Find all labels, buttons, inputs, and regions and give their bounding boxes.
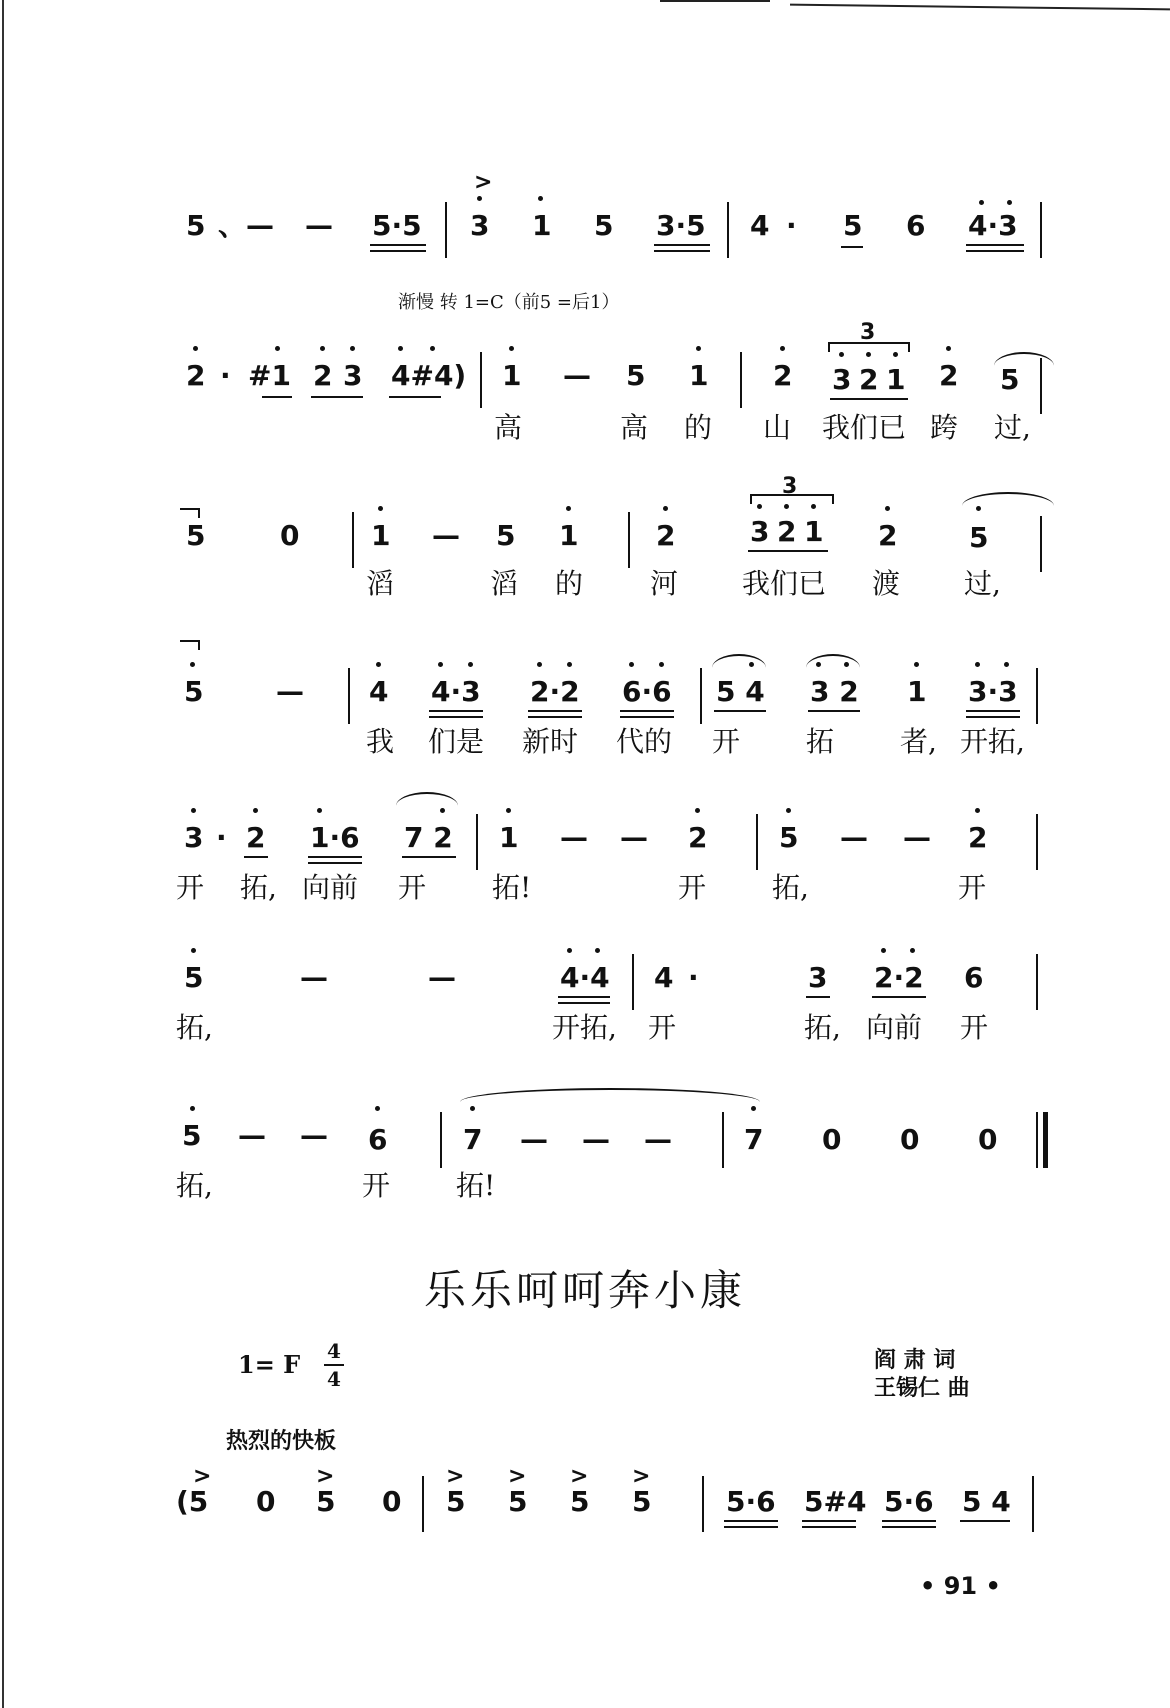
dot-extension: ·	[688, 961, 699, 994]
dash: —	[644, 1123, 672, 1156]
lyric: 新时	[522, 725, 579, 758]
underline	[882, 1520, 936, 1522]
underline	[654, 250, 710, 252]
barline	[722, 1112, 724, 1168]
note: 5	[843, 209, 863, 242]
barline	[352, 512, 354, 568]
underline	[429, 716, 483, 718]
dash: —	[840, 821, 868, 854]
barline	[1040, 358, 1042, 414]
note: 4·4	[560, 961, 610, 994]
octave-dot	[910, 948, 915, 953]
underline	[402, 856, 456, 858]
lyric: 拓!	[456, 1169, 496, 1202]
octave-dot	[816, 662, 821, 667]
note: #1	[248, 359, 291, 392]
note: 1·6	[310, 821, 360, 854]
octave-dot	[696, 346, 701, 351]
dash: —	[563, 359, 591, 392]
lyric: 过,	[994, 411, 1031, 444]
octave-dot	[946, 346, 951, 351]
lyric: 拓,	[176, 1011, 213, 1044]
scan-edge	[2, 0, 4, 1708]
accent-mark: >	[570, 1464, 589, 1489]
lyric: 们是	[428, 725, 485, 758]
note: 1	[804, 515, 824, 548]
note: 5	[446, 1485, 466, 1518]
barline	[1036, 668, 1038, 724]
note: 7 2	[404, 821, 453, 854]
note: 5	[632, 1485, 652, 1518]
note: 5	[182, 1119, 202, 1152]
dash: —	[560, 821, 588, 854]
octave-dot	[629, 662, 634, 667]
octave-dot	[538, 196, 543, 201]
dash: —	[276, 675, 304, 708]
octave-dot	[537, 662, 542, 667]
octave-dot	[659, 662, 664, 667]
octave-dot	[567, 948, 572, 953]
accent-mark: >	[446, 1464, 465, 1489]
lyric: 拓	[806, 725, 835, 758]
key-label: 1= F	[238, 1350, 301, 1379]
rest: 0	[382, 1485, 402, 1518]
underline	[389, 396, 441, 398]
octave-dot	[398, 346, 403, 351]
song-title: 乐乐呵呵奔小康	[423, 1266, 746, 1315]
barline	[1036, 1112, 1038, 1168]
note: 2	[777, 515, 797, 548]
note: 5	[594, 209, 614, 242]
note: 5	[1000, 363, 1020, 396]
note: 6	[368, 1123, 388, 1156]
octave-dot	[566, 506, 571, 511]
note: 6	[964, 961, 984, 994]
scan-rule	[660, 0, 770, 2]
octave-dot	[811, 504, 816, 509]
lyric: 拓,	[240, 871, 277, 904]
octave-dot	[1004, 662, 1009, 667]
underline	[429, 710, 483, 712]
octave-dot	[979, 200, 984, 205]
scan-rule	[790, 4, 1170, 11]
note: 2	[859, 363, 879, 396]
time-signature-numerator: 4	[327, 1339, 341, 1363]
octave-dot	[595, 948, 600, 953]
underline	[966, 710, 1020, 712]
underline	[882, 1526, 936, 1528]
barline	[727, 202, 729, 258]
note: 5 4	[716, 675, 765, 708]
note: 1	[559, 519, 579, 552]
lyric: 开	[648, 1011, 677, 1044]
underline	[966, 244, 1024, 246]
octave-dot	[506, 808, 511, 813]
octave-dot	[786, 808, 791, 813]
underline	[528, 716, 582, 718]
note: 5 4	[962, 1485, 1011, 1518]
accent-mark: >	[632, 1464, 651, 1489]
note: 4	[369, 675, 389, 708]
lyric: 开拓,	[552, 1011, 617, 1044]
note: 5	[626, 359, 646, 392]
note: 5	[184, 961, 204, 994]
lyric: 开	[712, 725, 741, 758]
lyric: 开拓,	[960, 725, 1025, 758]
octave-dot	[1007, 200, 1012, 205]
accent-mark: >	[508, 1464, 527, 1489]
note: 3	[343, 359, 363, 392]
lyric: 开	[362, 1169, 391, 1202]
dot-extension: ·	[786, 209, 797, 242]
note: 5	[496, 519, 516, 552]
note: 3·5	[656, 209, 706, 242]
octave-dot	[975, 808, 980, 813]
barline	[480, 352, 482, 408]
octave-dot	[784, 504, 789, 509]
underline	[244, 856, 268, 858]
octave-dot	[440, 808, 445, 813]
underline	[802, 1520, 856, 1522]
underline	[714, 710, 766, 712]
barline	[348, 668, 350, 724]
note: 4	[654, 961, 674, 994]
lyric: 高	[494, 411, 523, 444]
dash: —	[620, 821, 648, 854]
octave-dot	[751, 1106, 756, 1111]
note: 3 2	[810, 675, 859, 708]
lyric: 我们已	[742, 567, 827, 600]
note: 1	[371, 519, 391, 552]
underline	[308, 856, 362, 858]
lyricist-credit: 阎 肃 词	[874, 1347, 956, 1373]
underline	[841, 246, 863, 248]
octave-dot	[468, 662, 473, 667]
dash: 、—	[218, 209, 275, 242]
note: 5·6	[884, 1485, 934, 1518]
octave-dot	[253, 808, 258, 813]
lyric: 山	[763, 411, 792, 444]
octave-dot	[317, 808, 322, 813]
lyric: 开	[960, 1011, 989, 1044]
note: 5·6	[726, 1485, 776, 1518]
barline	[440, 1112, 442, 1168]
octave-dot	[695, 808, 700, 813]
lyric: 开	[176, 871, 205, 904]
note: 2	[246, 821, 266, 854]
note: 5	[779, 821, 799, 854]
note: 3·3	[968, 675, 1018, 708]
underline	[620, 710, 674, 712]
dash: —	[238, 1119, 266, 1152]
lyric: 的	[555, 567, 584, 600]
dash: —	[428, 961, 456, 994]
octave-dot	[470, 1106, 475, 1111]
tie	[994, 352, 1054, 366]
lyric: 向前	[302, 871, 359, 904]
note: 5#4	[804, 1485, 867, 1518]
note: 1	[689, 359, 709, 392]
dash: —	[903, 821, 931, 854]
note: 5	[316, 1485, 336, 1518]
note: 3	[832, 363, 852, 396]
note: 1	[502, 359, 522, 392]
lyric: 高	[620, 411, 649, 444]
tie	[806, 654, 860, 668]
underline	[966, 250, 1024, 252]
accent-mark: >	[316, 1464, 335, 1489]
rest: 0	[900, 1123, 920, 1156]
octave-dot	[438, 662, 443, 667]
octave-dot	[378, 506, 383, 511]
underline	[808, 710, 860, 712]
barline	[445, 202, 447, 258]
note: 3	[750, 515, 770, 548]
note: 5	[186, 519, 206, 552]
octave-dot	[844, 662, 849, 667]
triplet-number: 3	[782, 474, 798, 499]
dash: —	[582, 1123, 610, 1156]
lyric: 拓!	[492, 871, 532, 904]
lyric: 渡	[872, 567, 901, 600]
barline	[476, 814, 478, 870]
note: 5	[969, 521, 989, 554]
note: 2	[939, 359, 959, 392]
octave-dot	[275, 346, 280, 351]
tie	[396, 792, 458, 806]
accent-mark: >	[193, 1464, 212, 1489]
dash: —	[520, 1123, 548, 1156]
note: 2	[773, 359, 793, 392]
note: 2	[878, 519, 898, 552]
note: 7	[463, 1123, 483, 1156]
rest: 0	[280, 519, 300, 552]
octave-dot	[839, 352, 844, 357]
note: 5	[508, 1485, 528, 1518]
octave-dot	[375, 1106, 380, 1111]
note: (5	[176, 1485, 209, 1518]
underline	[654, 244, 710, 246]
final-barline	[1043, 1112, 1048, 1168]
composer-credit: 王锡仁 曲	[874, 1375, 970, 1401]
lyric: 开	[678, 871, 707, 904]
note: 5	[186, 209, 206, 242]
underline	[558, 1002, 610, 1004]
lyric: 向前	[866, 1011, 923, 1044]
lyric: 我	[366, 725, 395, 758]
underline	[802, 1526, 856, 1528]
tempo-change-annotation: 渐慢 转 1=C（前5 =后1）	[398, 292, 620, 313]
octave-dot	[885, 506, 890, 511]
octave-dot	[866, 352, 871, 357]
octave-dot	[190, 662, 195, 667]
lyric: 开	[398, 871, 427, 904]
note: 5	[570, 1485, 590, 1518]
note: 1	[907, 675, 927, 708]
barline	[756, 814, 758, 870]
octave-dot	[376, 662, 381, 667]
note: 3	[184, 821, 204, 854]
note: 5·5	[372, 209, 422, 242]
octave-dot	[881, 948, 886, 953]
barline	[1036, 814, 1038, 870]
underline	[966, 716, 1020, 718]
dash: —	[432, 519, 460, 552]
dash: —	[305, 209, 333, 242]
lyric: 拓,	[804, 1011, 841, 1044]
barline	[628, 512, 630, 568]
time-signature-denominator: 4	[327, 1367, 341, 1391]
note: 2	[186, 359, 206, 392]
note: 7	[744, 1123, 764, 1156]
lyric: 滔	[366, 567, 395, 600]
octave-dot	[780, 346, 785, 351]
tie-end	[180, 640, 200, 650]
dash: —	[300, 1119, 328, 1152]
underline	[806, 996, 830, 998]
octave-dot	[757, 504, 762, 509]
page-number: • 91 •	[920, 1572, 1001, 1600]
dot-extension: ·	[220, 359, 231, 392]
underline	[830, 398, 908, 400]
barline	[700, 668, 702, 724]
note: 6·6	[622, 675, 672, 708]
note: 4	[750, 209, 770, 242]
underline	[748, 550, 828, 552]
octave-dot	[509, 346, 514, 351]
note: 2	[656, 519, 676, 552]
note: 4·3	[968, 209, 1018, 242]
lyric: 我们已	[822, 411, 907, 444]
octave-dot	[893, 352, 898, 357]
lyric: 拓,	[772, 871, 809, 904]
lyric: 跨	[930, 411, 959, 444]
underline	[558, 996, 610, 998]
note: 2·2	[530, 675, 580, 708]
octave-dot	[477, 196, 482, 201]
octave-dot	[976, 506, 981, 511]
note: 2·2	[874, 961, 924, 994]
lyric: 河	[650, 567, 679, 600]
underline	[620, 716, 674, 718]
barline	[632, 954, 634, 1010]
lyric: 滔	[490, 567, 519, 600]
barline	[1040, 516, 1042, 572]
note: 1	[499, 821, 519, 854]
underline	[872, 996, 926, 998]
underline	[311, 396, 363, 398]
lyric: 开	[958, 871, 987, 904]
note: 2	[688, 821, 708, 854]
tempo-marking: 热烈的快板	[226, 1428, 337, 1454]
note: 2	[313, 359, 333, 392]
octave-dot	[320, 346, 325, 351]
time-signature-line	[324, 1364, 344, 1366]
barline	[1032, 1476, 1034, 1532]
octave-dot	[663, 506, 668, 511]
tie	[962, 492, 1054, 506]
note: 6	[906, 209, 926, 242]
note: 3	[470, 209, 490, 242]
accent-mark: >	[474, 170, 493, 195]
rest: 0	[978, 1123, 998, 1156]
barline	[702, 1476, 704, 1532]
octave-dot	[191, 808, 196, 813]
octave-dot	[191, 948, 196, 953]
underline	[262, 396, 292, 398]
triplet-number: 3	[860, 320, 876, 345]
underline	[960, 1520, 1010, 1522]
lyric: 过,	[964, 567, 1001, 600]
dot-extension: ·	[216, 821, 227, 854]
octave-dot	[350, 346, 355, 351]
tie	[460, 1088, 760, 1102]
tie-end	[180, 508, 200, 518]
octave-dot	[430, 346, 435, 351]
note: 1	[886, 363, 906, 396]
barline	[1040, 202, 1042, 258]
underline	[724, 1526, 778, 1528]
octave-dot	[567, 662, 572, 667]
lyric: 代的	[616, 725, 673, 758]
underline	[724, 1520, 778, 1522]
note: 5	[184, 675, 204, 708]
underline	[370, 244, 426, 246]
barline	[1036, 954, 1038, 1010]
barline	[422, 1476, 424, 1532]
note: 4·3	[431, 675, 481, 708]
note: 1	[532, 209, 552, 242]
octave-dot	[193, 346, 198, 351]
octave-dot	[190, 1106, 195, 1111]
underline	[370, 250, 426, 252]
lyric: 者,	[900, 725, 937, 758]
octave-dot	[914, 662, 919, 667]
underline	[308, 862, 362, 864]
octave-dot	[749, 662, 754, 667]
tie	[712, 654, 766, 668]
underline	[528, 710, 582, 712]
note: 4#4)	[391, 359, 467, 392]
rest: 0	[256, 1485, 276, 1518]
barline	[740, 352, 742, 408]
octave-dot	[975, 662, 980, 667]
note: 3	[808, 961, 828, 994]
lyric: 的	[684, 411, 713, 444]
lyric: 拓,	[176, 1169, 213, 1202]
dash: —	[300, 961, 328, 994]
note: 2	[968, 821, 988, 854]
rest: 0	[822, 1123, 842, 1156]
